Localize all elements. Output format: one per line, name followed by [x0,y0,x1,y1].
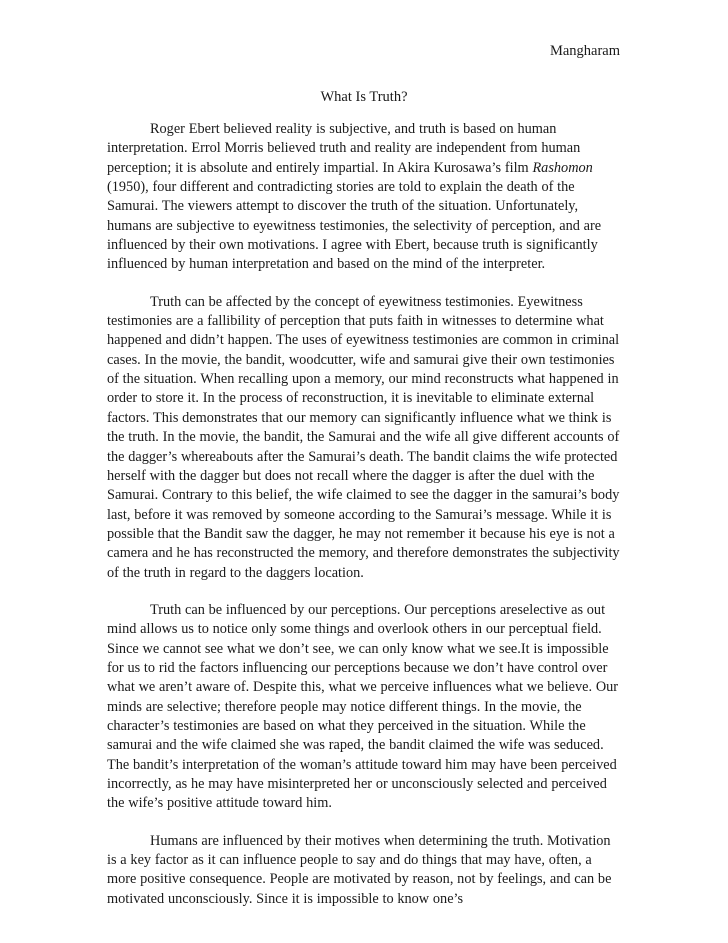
essay-title: What Is Truth? [320,89,408,105]
paragraph-2-text: Truth can be affected by the concept of eyewitness testimonies. Eyewitness testimonies are a fallibility of perception that puts faith in witnesses to determine what happened and didn’t happen. The uses of eyewitness testimonies are common in criminal cases. In the movie, the bandit, woodcutter, wife and samurai give their own testimonies of the situation. When recalling upon a memory, our mind reconstructs what happened in order to store it. In the process of reconstruction, it is inevitable to eliminate external factors. This demonstrates that our memory can significantly influence what we think is the truth. In the movie, the bandit, the Samurai and the wife all give different accounts of the dagger’s whereabouts after the Samurai’s death. The bandit claims the wife protected herself with the dagger but does not recall where the dagger is after the duel with the Samurai. Contrary to this belief, the wife claimed to see the dagger in the samurai’s body last, before it was removed by someone according to the Samurai’s message. While it is possible that the Bandit saw the dagger, he may not remember it because his eye is not a camera and he has reconstructed the memory, and therefore demonstrates the subjectivity of the truth in regard to the daggers location. [107,293,620,581]
running-header-author: Mangharam [549,43,620,59]
paragraph-4 [107,832,620,909]
paragraph-2 [107,293,620,583]
paragraph-1-text-start: Roger Ebert believed reality is subjective, and truth is based on human interpretation. Errol Morris believed truth and reality are independent from human perception; it is absolute and entirely impartial. In Akira Kurosawa’s film [107,121,581,176]
film-title-italic: Rashomon [532,159,593,176]
paragraph-1-text-end: (1950), four different and contradicting stories are told to explain the death of the Samurai. The viewers attempt to discover the truth of the situation. Unfortunately, humans are subjective to eyewitness testimonies, the selectivity of perception, and are influenced by their own motivations. I agree with Ebert, because truth is significantly influenced by human interpretation and based on the mind of the interpreter. [107,179,602,273]
paragraph-3 [107,601,620,814]
paragraph-1 [107,120,620,275]
essay-body [107,120,620,927]
paragraph-4-text: Humans are influenced by their motives when determining the truth. Motivation is a key factor as it can influence people to say and do things that may have, often, a more positive consequence. People are motivated by reason, not by feelings, and can be motivated unconsciously. Since it is impossible to know one’s [107,832,612,907]
paragraph-3-text: Truth can be influenced by our perceptions. Our perceptions areselective as out mind allows us to notice only some things and overlook others in our perceptual field. Since we cannot see what we don’t see, we can only know what we see.It is impossible for us to rid the factors influencing our perceptions because we don’t have control over what we aren’t aware of. Despite this, what we perceive influences what we believe. Our minds are selective; therefore people may notice different things. In the movie, the character’s testimonies are based on what they perceived in the situation. While the samurai and the wife claimed she was raped, the bandit claimed the wife was seduced. The bandit’s interpretation of the woman’s attitude toward him may have been perceived incorrectly, as he may have misinterpreted her or unconsciously selected and perceived the wife’s positive attitude toward him. [107,601,619,812]
